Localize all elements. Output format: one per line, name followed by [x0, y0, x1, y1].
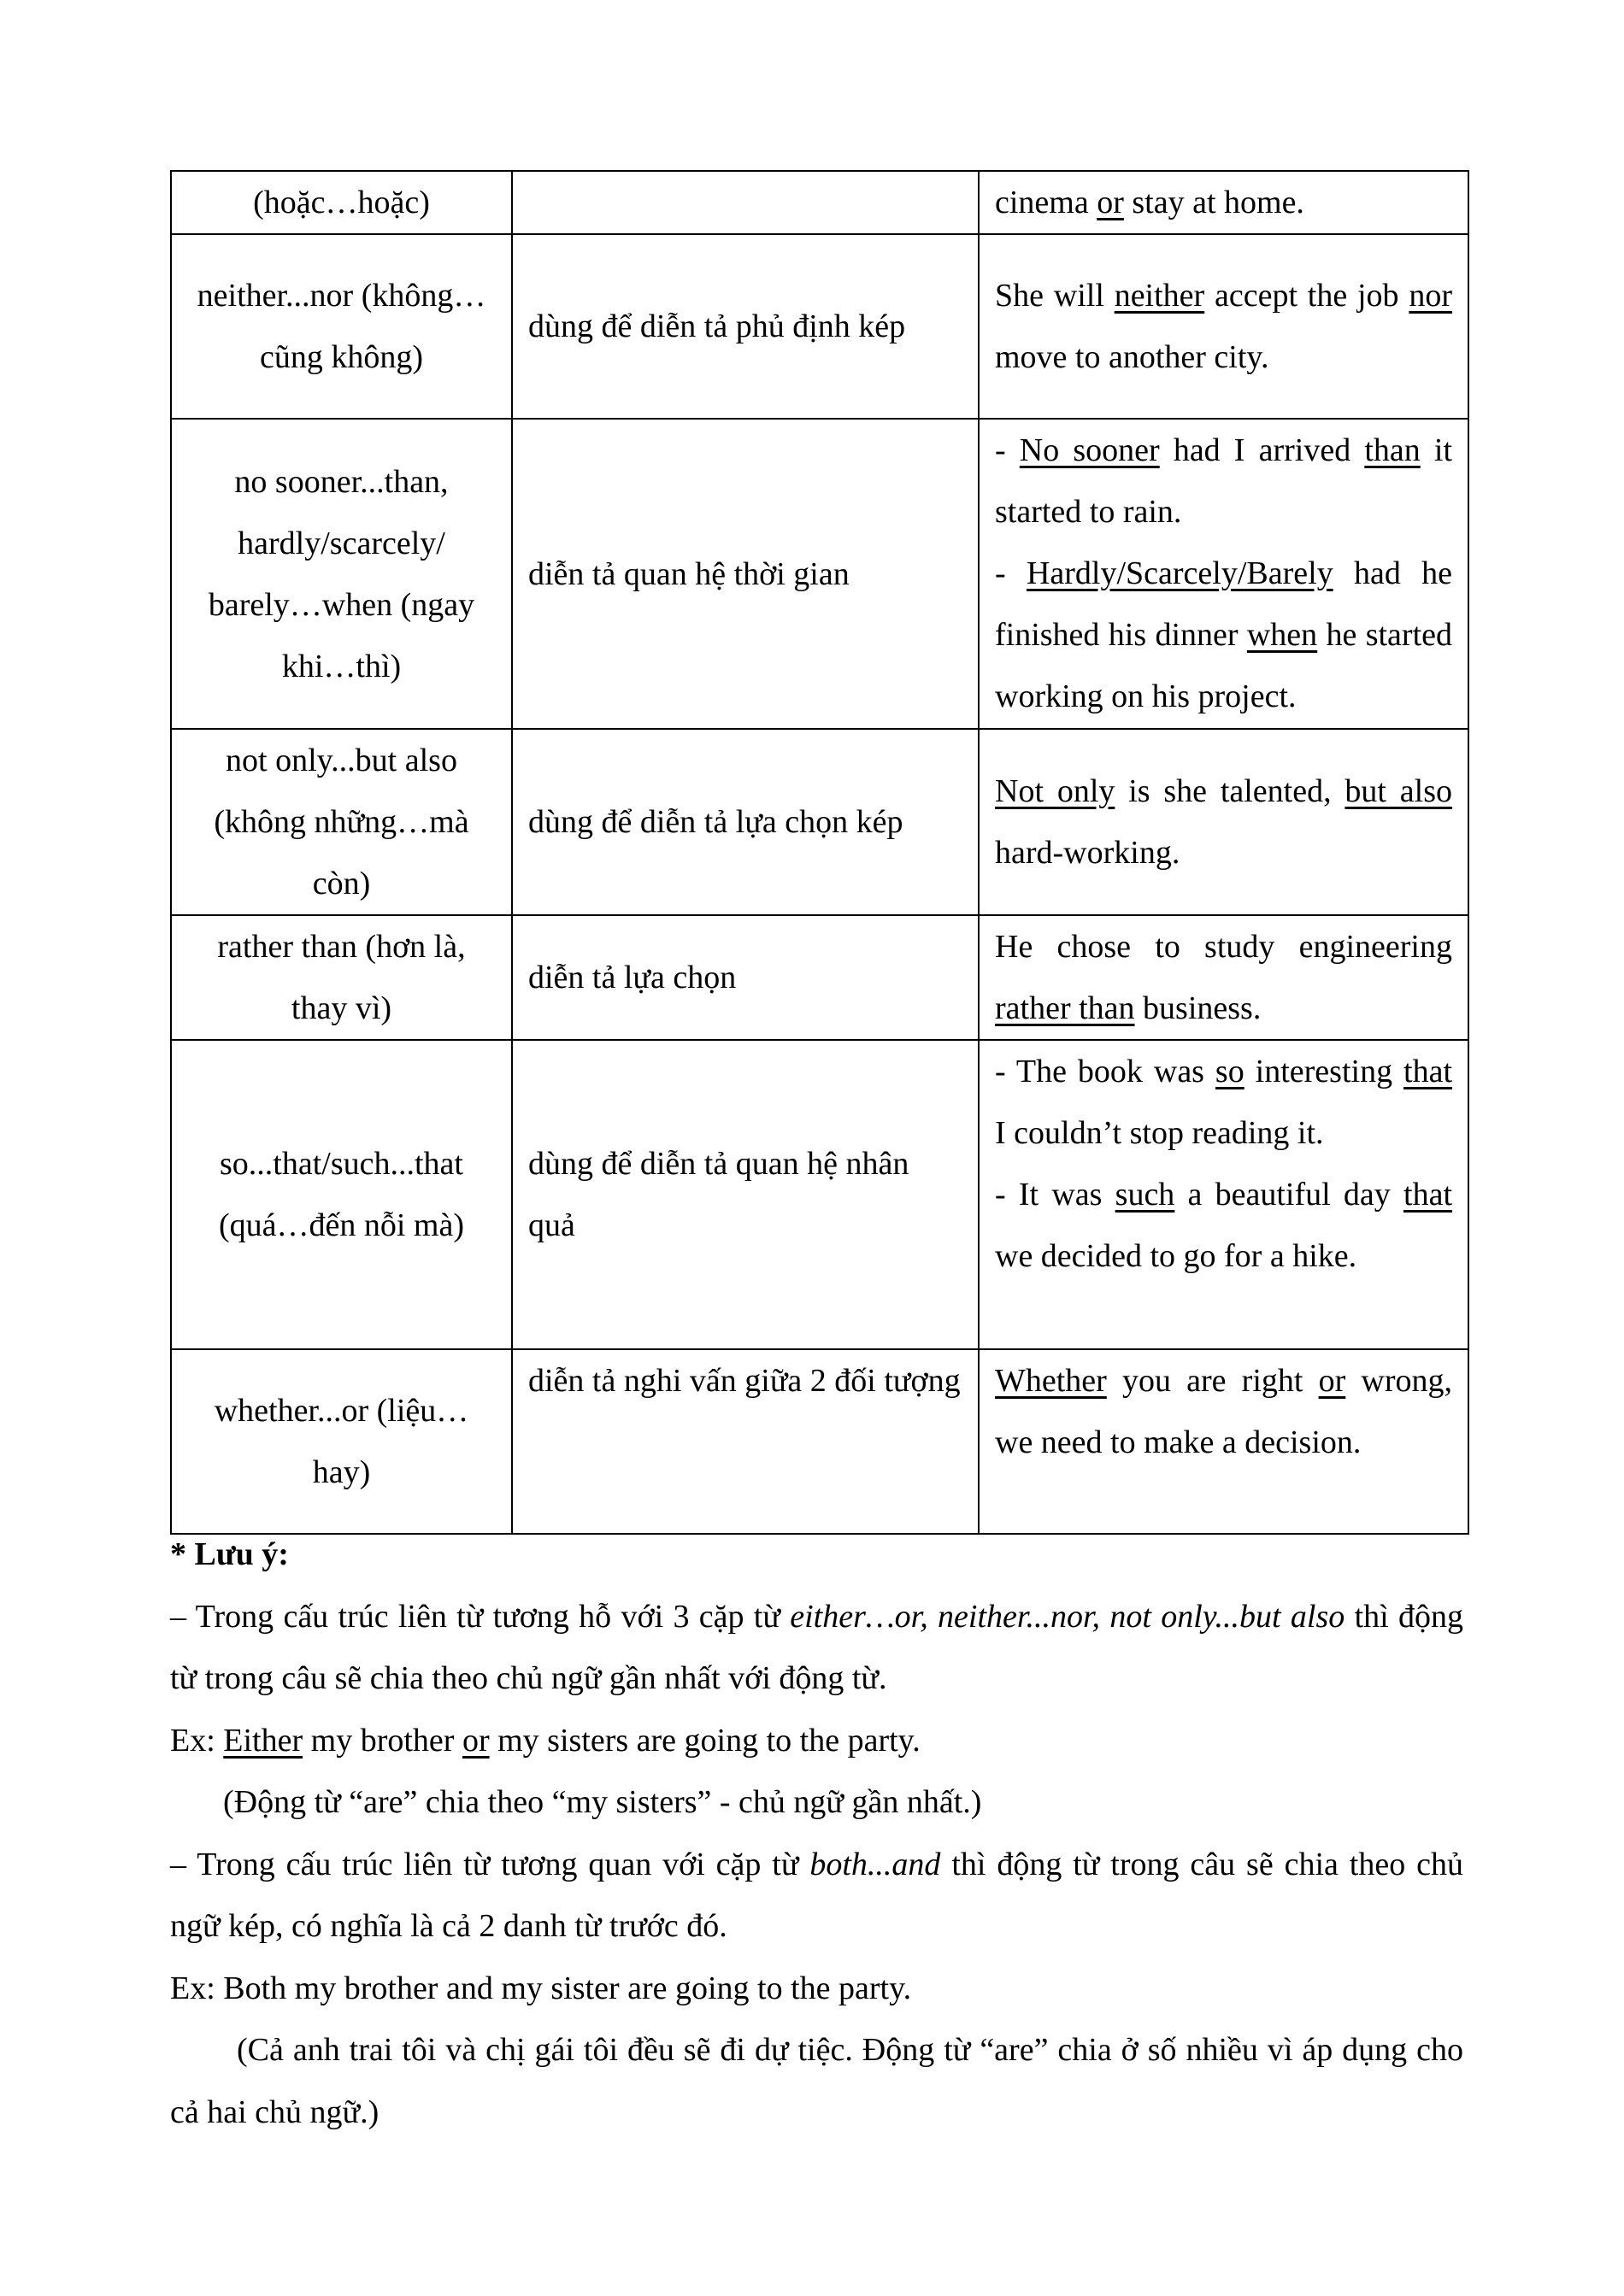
note-text: either…or, neither...nor, not only...but also: [790, 1598, 1345, 1635]
usage-cell: diễn tả nghi vấn giữa 2 đối tượng: [512, 1349, 979, 1534]
usage-cell: diễn tả quan hệ thời gian: [512, 419, 979, 729]
table-row: [171, 419, 1468, 729]
example-text: he started working on his project.: [995, 617, 1452, 714]
example-text: cinema: [995, 185, 1097, 220]
table-row: [171, 171, 1468, 234]
notes-section: [170, 1524, 1463, 2143]
example-text: - The book was: [995, 1054, 1215, 1089]
example-cell: [979, 729, 1468, 915]
note-paragraph-2: [170, 1834, 1463, 1958]
note-text: – Trong cấu trúc liên từ tương quan với cặp từ: [170, 1846, 810, 1882]
underlined-keyword: such: [1115, 1177, 1175, 1213]
correlative-conjunctions-table: [170, 170, 1469, 1535]
example-text: He chose to study engineering: [995, 929, 1452, 965]
note-paragraph-1: [170, 1586, 1463, 1710]
example-cell: [979, 1349, 1468, 1534]
example-cell: [979, 171, 1468, 234]
usage-cell: dùng để diễn tả phủ định kép: [512, 234, 979, 419]
structure-cell: no sooner...than, hardly/scarcely/ barely…when (ngay khi…thì): [171, 419, 512, 729]
example-text: I couldn’t stop reading it.: [995, 1115, 1324, 1151]
structure-cell: not only...but also (không những…mà còn): [171, 729, 512, 915]
usage-cell: diễn tả lựa chọn: [512, 915, 979, 1040]
underlined-keyword: Whether: [995, 1363, 1107, 1399]
example-2-explanation: (Cả anh trai tôi và chị gái tôi đều sẽ đi dự tiệc. Động từ “are” chia ở số nhiều vì áp dụng cho cả hai chủ ngữ.): [170, 2032, 1463, 2130]
note-text: or: [462, 1722, 490, 1759]
example-text: She will: [995, 278, 1115, 314]
underlined-keyword: nor: [1409, 278, 1452, 314]
table-row: [171, 234, 1468, 419]
example-text: hard-working.: [995, 835, 1180, 871]
example-text: had he finished his dinner: [995, 555, 1453, 653]
example-text: wrong, we need to make a decision.: [995, 1363, 1452, 1460]
example-text: you are right: [1106, 1363, 1319, 1399]
underlined-keyword: or: [1097, 185, 1124, 220]
underlined-keyword: or: [1318, 1363, 1346, 1399]
example-1: [170, 1710, 1463, 1772]
note-text: Ex:: [170, 1722, 224, 1759]
structure-cell: so...that/such...that (quá…đến nỗi mà): [171, 1040, 512, 1349]
note-text: my sisters are going to the party.: [489, 1722, 921, 1759]
table-row: [171, 1349, 1468, 1534]
example-text: -: [995, 432, 1020, 468]
note-text: thì động từ trong câu sẽ chia theo chủ ngữ kép, có nghĩa là cả 2 danh từ trước đó.: [170, 1846, 1463, 1944]
table-row: [171, 729, 1468, 915]
example-text: business.: [1134, 990, 1262, 1026]
notes-heading: * Lưu ý:: [170, 1536, 289, 1572]
example-text: - It was: [995, 1177, 1115, 1213]
underlined-keyword: No sooner: [1019, 432, 1160, 468]
example-1-explanation: (Động từ “are” chia theo “my sisters” - chủ ngữ gần nhất.): [223, 1784, 982, 1820]
note-text: thì động từ trong câu sẽ chia theo chủ ngữ gần nhất với động từ.: [170, 1598, 1463, 1696]
underlined-keyword: when: [1246, 617, 1318, 653]
example-text: had I arrived: [1159, 432, 1365, 468]
underlined-keyword: than: [1364, 432, 1421, 468]
structure-cell: whether...or (liệu…hay): [171, 1349, 512, 1534]
note-text: – Trong cấu trúc liên từ tương hỗ với 3 cặp từ: [170, 1598, 791, 1635]
example-cell: [979, 1040, 1468, 1349]
underlined-keyword: Not only: [995, 773, 1115, 809]
note-text: both...and: [809, 1846, 941, 1882]
example-text: move to another city.: [995, 339, 1269, 375]
example-text: interesting: [1244, 1054, 1404, 1089]
example-text: we decided to go for a hike.: [995, 1238, 1357, 1274]
example-text: -: [995, 555, 1027, 591]
underlined-keyword: but also: [1345, 773, 1452, 809]
table-row: [171, 1040, 1468, 1349]
usage-cell: dùng để diễn tả quan hệ nhân quả: [512, 1040, 979, 1349]
structure-cell: neither...nor (không…cũng không): [171, 234, 512, 419]
example-text: accept the job: [1204, 278, 1409, 314]
underlined-keyword: neither: [1114, 278, 1205, 314]
example-text: a beautiful day: [1174, 1177, 1404, 1213]
example-cell: [979, 915, 1468, 1040]
table-row: [171, 915, 1468, 1040]
structure-cell: (hoặc…hoặc): [171, 171, 512, 234]
usage-cell: [512, 171, 979, 234]
usage-cell: dùng để diễn tả lựa chọn kép: [512, 729, 979, 915]
example-cell: [979, 419, 1468, 729]
underlined-keyword: rather than: [995, 990, 1135, 1026]
example-text: is she talented,: [1115, 773, 1345, 809]
example-text: it started to rain.: [995, 432, 1453, 530]
underlined-keyword: so: [1215, 1054, 1244, 1089]
note-text: my brother: [303, 1722, 462, 1759]
example-cell: [979, 234, 1468, 419]
underlined-keyword: that: [1403, 1177, 1452, 1213]
note-text: Either: [223, 1722, 303, 1759]
example-2: Ex: Both my brother and my sister are going to the party.: [170, 1970, 912, 2006]
structure-cell: rather than (hơn là, thay vì): [171, 915, 512, 1040]
example-text: stay at home.: [1123, 185, 1304, 220]
underlined-keyword: Hardly/Scarcely/Barely: [1026, 555, 1333, 591]
underlined-keyword: that: [1403, 1054, 1452, 1089]
